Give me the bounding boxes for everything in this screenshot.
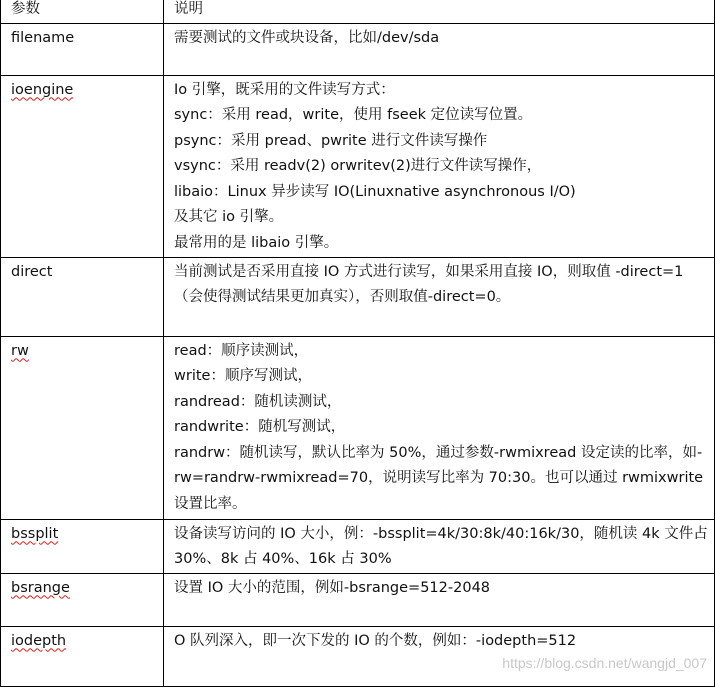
param-name: bssplit: [1, 519, 164, 573]
description-line: 及其它 io 引擎。: [174, 209, 284, 225]
description-line: 最常用的是 libaio 引擎。: [174, 234, 339, 251]
description-line: libaio：Linux 异步读写 IO(Linuxnative asynchronous I/O): [174, 183, 576, 200]
description-line: 需要测试的文件或块设备，比如/dev/sda: [174, 29, 440, 46]
param-description: [164, 336, 715, 519]
param-name: rw: [1, 336, 164, 519]
description-line: randrw：随机读写，默认比率为 50%，通过参数-rwmixread 设定读的比率，如-rw=randrw-rwmixread=70，说明读写比率为 70:30。也可以通过 rwmixwrite 设置比率。: [174, 444, 704, 512]
param-name: bsrange: [1, 573, 164, 626]
table-header-row: [1, 0, 715, 23]
param-description: [164, 75, 715, 257]
watermark: https://blog.csdn.net/wangjd_007: [502, 655, 707, 671]
description-line: 设置 IO 大小的范围，例如-bsrange=512-2048: [174, 579, 491, 596]
description-line: read：顺序读测试，: [174, 342, 309, 359]
table-row: [1, 519, 715, 573]
table-row: [1, 257, 715, 336]
description-line: psync：采用 pread、pwrite 进行文件读写操作: [174, 132, 488, 149]
param-name: filename: [1, 23, 164, 75]
header-description: 说明: [164, 0, 715, 23]
description-line: randwrite：随机写测试，: [174, 419, 346, 435]
description-line: write：顺序写测试，: [174, 368, 312, 384]
description-line: 当前测试是否采用直接 IO 方式进行读写，如果采用直接 IO，则取值 -direct=1（会使得测试结果更加真实），否则取值-direct=0。: [174, 263, 684, 305]
param-name: iodepth: [1, 626, 164, 686]
description-line: O 队列深入，即一次下发的 IO 的个数，例如：-iodepth=512: [174, 632, 577, 649]
param-description: [164, 257, 715, 336]
description-line: Io 引擎，既采用的文件读写方式：: [174, 81, 395, 98]
description-line: randread：随机读测试，: [174, 393, 342, 410]
table-row: [1, 573, 715, 626]
param-description: [164, 573, 715, 626]
param-name: direct: [1, 257, 164, 336]
description-line: sync：采用 read，write，使用 fseek 定位读写位置。: [174, 107, 533, 123]
table-row: [1, 75, 715, 257]
header-param: 参数: [1, 0, 164, 23]
param-description: [164, 519, 715, 573]
param-name: ioengine: [1, 75, 164, 257]
description-line: 设备读写访问的 IO 大小，例：-bssplit=4k/30:8k/40:16k/30，随机读 4k 文件占 30%、8k 占 40%、16k 占 30%: [174, 525, 708, 567]
table-row: [1, 336, 715, 519]
table-row: [1, 23, 715, 75]
description-line: vsync：采用 readv(2) orwritev(2)进行文件读写操作，: [174, 158, 542, 174]
param-description: [164, 23, 715, 75]
